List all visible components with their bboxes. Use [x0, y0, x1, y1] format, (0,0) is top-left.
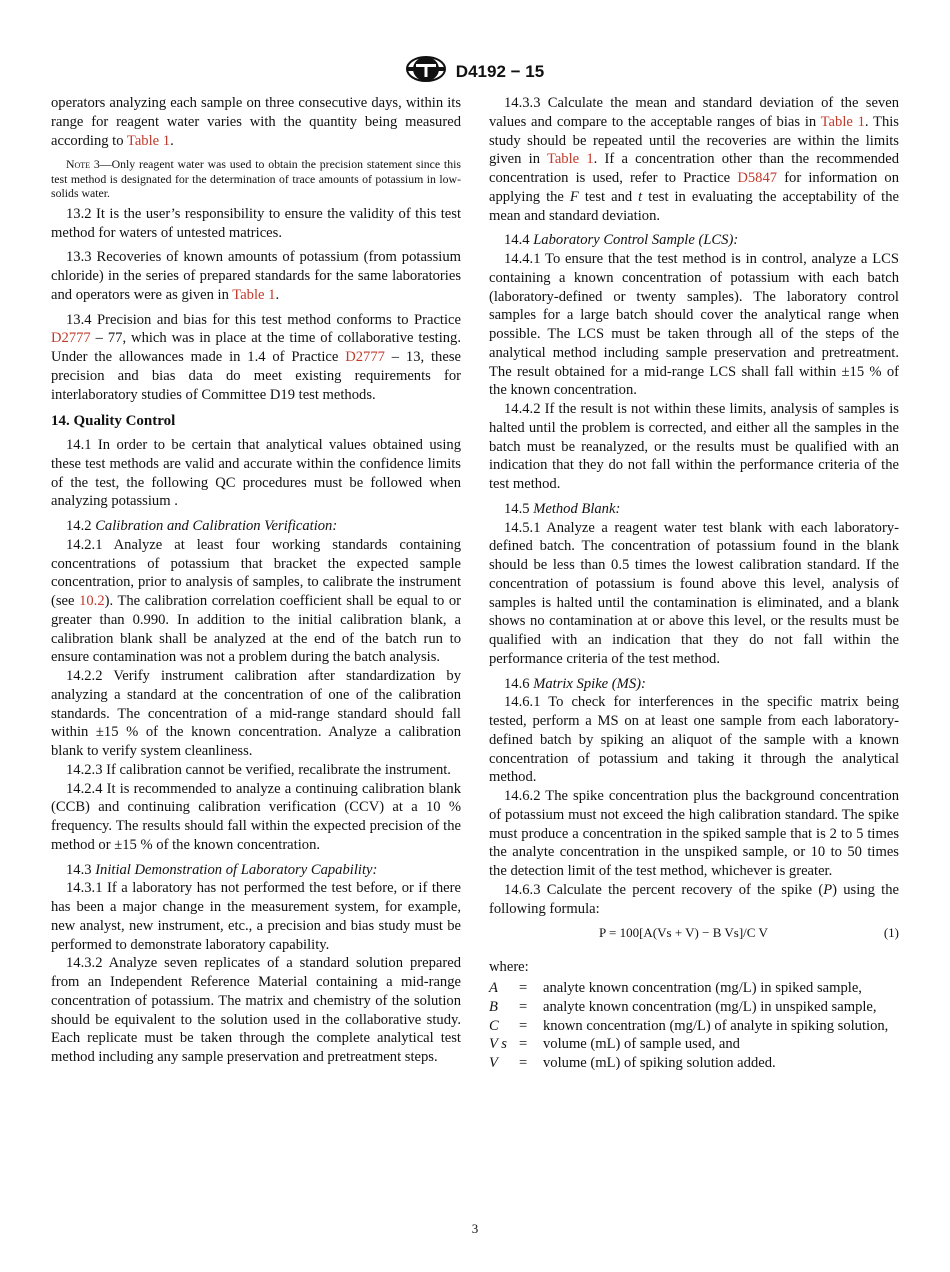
table-1-link[interactable]: Table 1 [232, 286, 276, 303]
table-1-link[interactable]: Table 1 [126, 132, 171, 149]
paragraph-14-5: 14.5 Method Blank: [504, 500, 621, 517]
astm-logo-icon [406, 56, 446, 87]
paragraph-14-3: 14.3 Initial Demonstration of Laboratory Capability: [66, 861, 378, 878]
def-symbol: A [489, 980, 498, 996]
paragraph-14-6-2: 14.6.2 The spike concentration plus the background concentration of potassium must not exceed the high calibration standard. The spike must produce a concentration in the spiked sample that is 2 to 5 times the analyte concentration in the unspiked sample, or 10 to 50 times the detection limit of the test method, whichever is greater. [489, 788, 899, 879]
equation-formula: P = 100[A(Vs + V) − B Vs]/C V [599, 925, 768, 941]
def-text: analyte known concentration (mg/L) in spiked sample, [543, 980, 862, 996]
page-header [0, 56, 950, 84]
section-14-heading: 14. Quality Control [51, 413, 176, 430]
right-column [489, 94, 899, 1073]
def-text: volume (mL) of sample used, and [543, 1036, 740, 1053]
def-symbol: B [489, 998, 498, 1015]
d2777-link[interactable]: D2777 [51, 330, 91, 347]
where-label: where: [489, 959, 529, 976]
left-column [51, 94, 461, 1067]
page-number: 3 [471, 1221, 479, 1236]
paragraph-14-3-1: 14.3.1 If a laboratory has not performed the test before, or if there has been a major change in the measurement system, for example, new analyst, new instrument, etc., a precision and bias study must be performed to demonstrate laboratory capability. [51, 880, 461, 953]
document-id: D4192 − 15 [455, 61, 545, 81]
paragraph-14-4-2: 14.4.2 If the result is not within these limits, analysis of samples is halted until the problem is corrected, and either all the samples in the batch must be reanalyzed, or the results must be qualified with an indication that they do not fall within the performance criteria of the test method. [489, 401, 899, 492]
section-10-2-link[interactable]: 10.2 [79, 593, 105, 609]
def-equals: = [519, 1036, 528, 1053]
def-text: analyte known concentration (mg/L) in unspiked sample, [543, 998, 877, 1015]
table-1-link[interactable]: Table 1 [546, 151, 594, 168]
paragraph-14-2-1: 14.2.1 Analyze at least four working standards containing concentrations of potassium that bracket the expected sample concentration, prior to analysis of samples, to calibrate the instrument (see 10.2). The calibration correlation coefficient shall be equal to or greater than 0.990. In addition to the initial calibration blank, a calibration blank shall be analyzed at the end of the batch run to ensure contamination was not a problem during the batch analysis. [51, 536, 461, 666]
paragraph-14-2-2: 14.2.2 Verify instrument calibration after standardization by analyzing a standard at the concentration of one of the calibration standards. The concentration of a mid-range standard should fall within ±15 % of the known concentration. Analyze a calibration blank to verify system cleanliness. [51, 668, 461, 759]
def-symbol: C [489, 1017, 499, 1034]
paragraph-13-3: 13.3 Recoveries of known amounts of potassium (from potassium chloride) in the series of prepared standards for the same laboratories and operators were as given in Table 1. [51, 249, 461, 303]
paragraph-14-3-3: 14.3.3 Calculate the mean and standard deviation of the seven values and compare to the acceptable ranges of bias in Table 1. This study should be repeated until the recoveries are within the limits given in Table 1. If a concentration other than the recommended concentration is used, refer to Practice D5847 for information on applying the F test and t test in evaluating the acceptability of the mean and standard deviation. [489, 95, 899, 224]
variable-definitions [489, 979, 899, 1073]
paragraph-14-6-1: 14.6.1 To check for interferences in the specific matrix being tested, perform a MS on at least one sample from each laboratory-defined batch by spiking an aliquot of the sample with a known concentration of potassium and taking it through the analytical method. [489, 694, 899, 786]
paragraph-14-1: 14.1 In order to be certain that analytical values obtained using these test methods are valid and accurate within the confidence limits of the test, the following QC procedures must be followed when analyzing potassium . [51, 437, 461, 510]
def-text: known concentration (mg/L) of analyte in spiking solution, [543, 1017, 889, 1034]
paragraph-14-4: 14.4 Laboratory Control Sample (LCS): [504, 232, 739, 249]
paragraph-14-3-2: 14.3.2 Analyze seven replicates of a standard solution prepared from an Independent Reference Material containing a mid-range concentration of potassium. The matrix and chemistry of the solution should be equivalent to the solution used in the collaborative study. Each replicate must be taken through the complete analytical test method including any sample preservation and pretreatment steps. [51, 955, 461, 1065]
paragraph-14-5-1: 14.5.1 Analyze a reagent water test blank with each laboratory-defined batch. The concentration of potassium found in the blank should be less than 0.5 times the lowest calibration standard. If the concentration of potassium is found above this level, analysis of samples is halted until the contamination is eliminated, and a blank shows no contamination at or above this level, or the results must be qualified with an indication that they do not fall within the performance criteria of the test method. [489, 519, 899, 667]
paragraph-14-6: 14.6 Matrix Spike (MS): [504, 675, 646, 692]
equation-number: (1) [883, 925, 899, 941]
paragraph-13-4: 13.4 Precision and bias for this test method conforms to Practice D2777 – 77, which was in place at the time of collaborative testing. Under the allowances made in 1.4 of Practice D2777 – 13, these precision and bias data do meet existing requirements for interlaboratory studies of Committee D19 test methods. [51, 311, 461, 403]
def-text: volume (mL) of spiking solution added. [543, 1055, 776, 1071]
d2777-link[interactable]: D2777 [345, 349, 385, 365]
def-equals: = [519, 980, 528, 996]
paragraph-14-2-3: 14.2.3 If calibration cannot be verified, recalibrate the instrument. [66, 761, 451, 778]
paragraph-14-2: 14.2 Calibration and Calibration Verification: [66, 518, 338, 534]
def-equals: = [519, 1017, 528, 1034]
equation-1 [489, 924, 899, 946]
def-symbol: V [489, 1055, 498, 1071]
paragraph-13-1-cont: operators analyzing each sample on three consecutive days, within its range for reagent water varies with the quantity being measured according to Table 1. [51, 95, 461, 149]
def-equals: = [519, 1055, 528, 1071]
note-3: Note 3—Only reagent water was used to obtain the precision statement since this test method is designated for the determination of trace amounts of potassium in low-solids water. [51, 157, 461, 201]
d5847-link[interactable]: D5847 [737, 170, 778, 186]
paragraph-14-4-1: 14.4.1 To ensure that the test method is in control, analyze a LCS containing a known concentration of potassium with each batch (laboratory-defined or twenty samples). The laboratory control samples for a large batch should cover the analytical range when possible. The LCS must be taken through all of the steps of the analytical method including sample preservation and pretreatment. The result obtained for a mid-range LCS shall fall within ±15 % of the known concentration. [489, 251, 899, 399]
def-symbol: V s [489, 1036, 507, 1053]
paragraph-13-2: 13.2 It is the user’s responsibility to ensure the validity of this test method for waters of untested matrices. [51, 205, 461, 241]
paragraph-14-2-4: 14.2.4 It is recommended to analyze a continuing calibration blank (CCB) and continuing calibration verification (CCV) at a 10 % frequency. The results should fall within the expected precision of the method or ±15 % of the known concentration. [51, 780, 461, 853]
paragraph-14-6-3: 14.6.3 Calculate the percent recovery of the spike (P) using the following formula: [489, 881, 899, 917]
def-equals: = [519, 998, 528, 1015]
table-1-link[interactable]: Table 1 [820, 113, 865, 130]
